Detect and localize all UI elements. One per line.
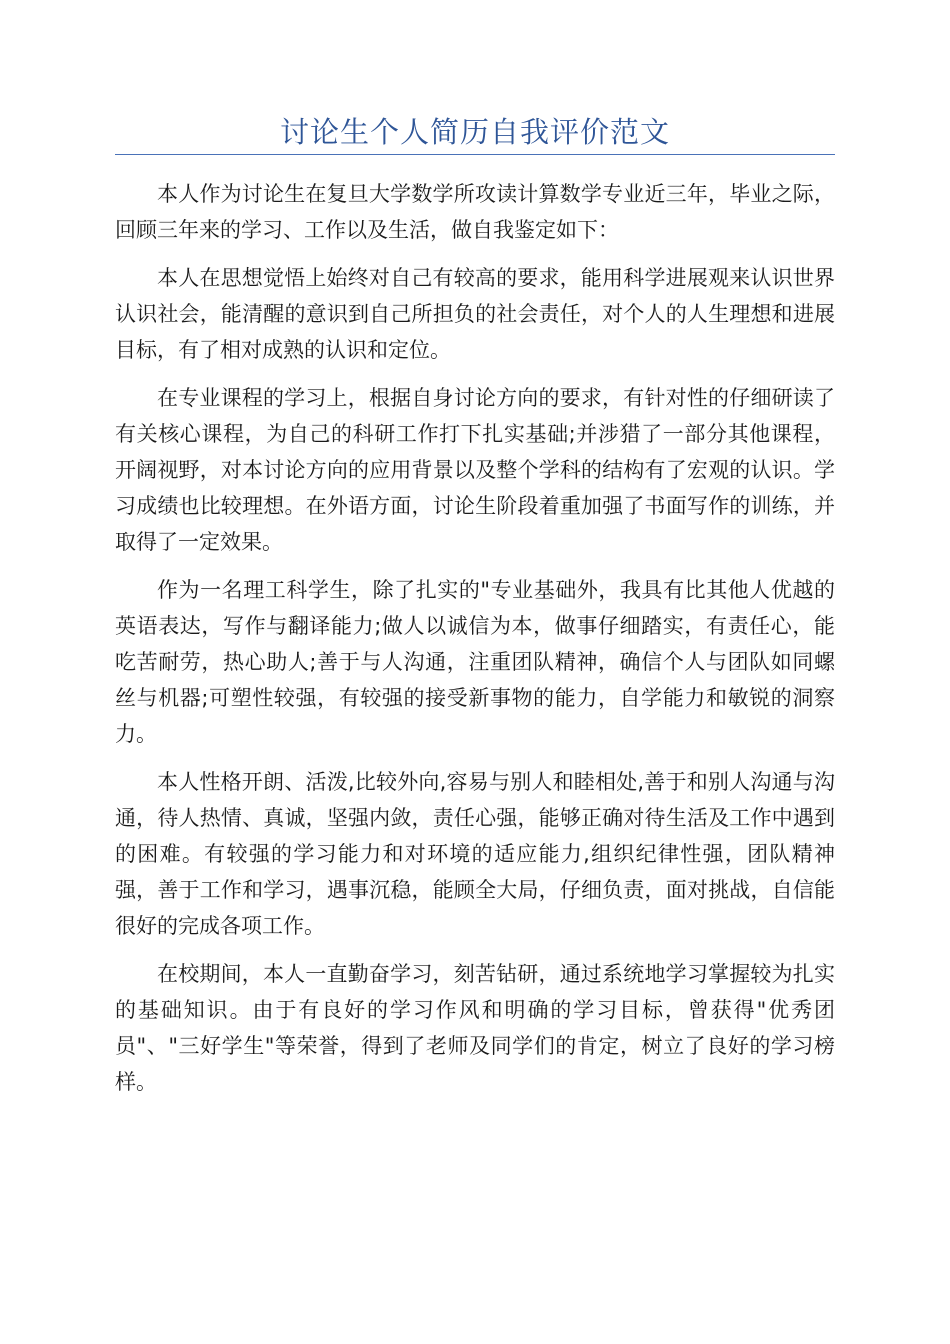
paragraph-intro: 本人作为讨论生在复旦大学数学所攻读计算数学专业近三年，毕业之际，回顾三年来的学习、工作以及生活，做自我鉴定如下： — [115, 182, 835, 242]
paragraph-courses: 在专业课程的学习上，根据自身讨论方向的要求，有针对性的仔细研读了有关核心课程，为自己的科研工作打下扎实基础;并涉猎了一部分其他课程，开阔视野，对本讨论方向的应用背景以及整个学科的结构有了宏观的认识。学习成绩也比较理想。在外语方面，讨论生阶段着重加强了书面写作的训练，并取得了一定效果。 — [115, 386, 835, 554]
paragraph-honors: 在校期间，本人一直勤奋学习，刻苦钻研，通过系统地学习掌握较为扎实的基础知识。由于有良好的学习作风和明确的学习目标，曾获得"优秀团员"、"三好学生"等荣誉，得到了老师及同学们的肯定，树立了良好的学习榜样。 — [115, 962, 835, 1094]
document-body — [115, 176, 835, 1112]
paragraph-abilities: 作为一名理工科学生，除了扎实的"专业基础外，我具有比其他人优越的英语表达，写作与翻译能力;做人以诚信为本，做事仔细踏实，有责任心，能吃苦耐劳，热心助人;善于与人沟通，注重团队精神，确信个人与团队如同螺丝与机器;可塑性较强，有较强的接受新事物的能力，自学能力和敏锐的洞察力。 — [115, 578, 835, 746]
title-underline — [115, 154, 835, 155]
paragraph-ideology: 本人在思想觉悟上始终对自己有较高的要求，能用科学进展观来认识世界认识社会，能清醒的意识到自己所担负的社会责任，对个人的人生理想和进展目标，有了相对成熟的认识和定位。 — [115, 266, 835, 362]
paragraph-personality: 本人性格开朗、活泼,比较外向,容易与别人和睦相处,善于和别人沟通与沟通，待人热情、真诚，坚强内敛，责任心强，能够正确对待生活及工作中遇到的困难。有较强的学习能力和对环境的适应能力,组织纪律性强，团队精神强，善于工作和学习，遇事沉稳，能顾全大局，仔细负责，面对挑战，自信能很好的完成各项工作。 — [115, 770, 835, 938]
document-title: 讨论生个人简历自我评价范文 — [279, 115, 670, 149]
